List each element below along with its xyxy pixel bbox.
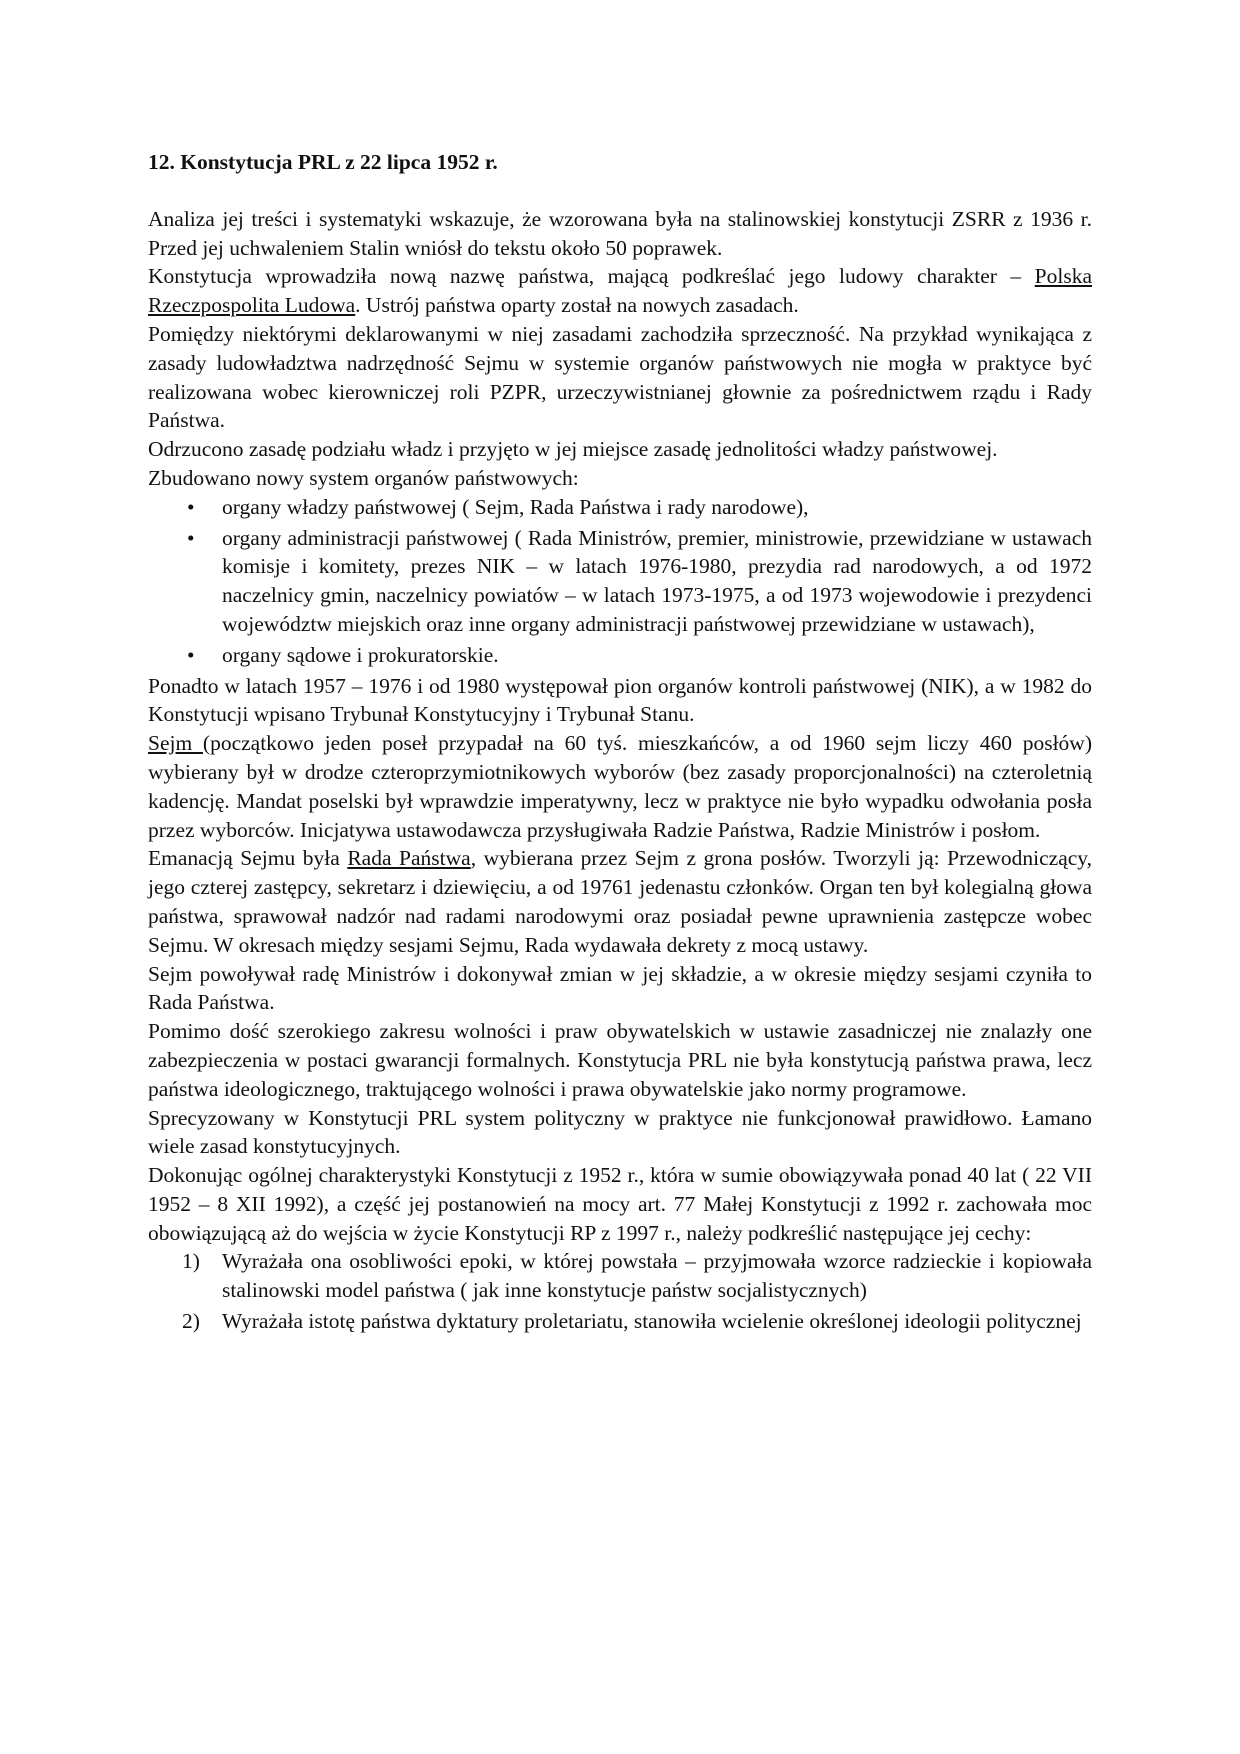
list-item [187,641,1092,670]
paragraph-sejm-text: (początkowo jeden poseł przypadał na 60 tyś. mieszkańców, a od 1960 sejm liczy 460 posłów) wybierany był w drodze czteroprzymiotnikowych wyborów (bez zasady proporcjonalności) na czteroletnią kadencję. Mandat poselski był wprawdzie imperatywny, lecz w praktyce nie było wypadku odwołania posła przez wyborców. Inicjatywa ustawodawcza przysługiwała Radzie Państwa, Radzie Ministrów i posłom. [148,731,1092,842]
paragraph-council-of-ministers: Sejm powoływał radę Ministrów i dokonywał zmian w jej składzie, a w okresie między sesjami czyniła to Rada Państwa. [148,961,1092,1015]
list-item-text: organy sądowe i prokuratorskie. [222,642,499,667]
paragraph-new-system: Zbudowano nowy system organów państwowych: [148,465,579,490]
paragraph-characteristics: Dokonując ogólnej charakterystyki Konstytucji z 1952 r., która w sumie obowiązywała ponad 40 lat ( 22 VII 1952 – 8 XII 1992), a część jej postanowień na mocy art. 77 Małej Konstytucji z 1992 r. zachowała moc obowiązującą aż do wejścia w życie Konstytucji RP z 1997 r., należy podkreślić następujące jej cechy: [148,1163,1092,1245]
document-page [148,148,1092,1338]
list-number: 1) [182,1249,200,1274]
paragraph-political-system: Sprecyzowany w Konstytucji PRL system polityczny w praktyce nie funkcjonował prawidłowo. Łamano wiele zasad konstytucyjnych. [148,1105,1092,1159]
bullet-icon: • [187,642,195,667]
link-polska-rzeczpospolita-ludowa[interactable]: Polska Rzeczpospolita Ludowa [148,264,1092,318]
paragraph-analysis: Analiza jej treści i systematyki wskazuje, że wzorowana była na stalinowskiej konstytucji ZSRR z 1936 r. Przed jej uchwaleniem Stalin wniósł do tekstu około 50 poprawek. [148,206,1092,260]
paragraph-contradiction: Pomiędzy niektórymi deklarowanymi w niej zasadami zachodziła sprzeczność. Na przykład wynikająca z zasady ludowładztwa nadrzędność Sejmu w systemie organów państwowych nie mogła w praktyce być realizowana wobec kierowniczej roli PZPR, urzeczywistnianej głownie za pośrednictwem rządu i Rady Państwa. [148,321,1092,433]
list-number: 2) [182,1309,200,1334]
paragraph-new-name [148,262,1092,320]
list-item-text: organy władzy państwowej ( Sejm, Rada Państwa i rady narodowe), [222,494,809,519]
bullet-icon: • [187,494,195,519]
document-title: 12. Konstytucja PRL z 22 lipca 1952 r. [148,150,498,174]
paragraph-nik: Ponadto w latach 1957 – 1976 i od 1980 występował pion organów kontroli państwowej (NIK), a w 1982 do Konstytucji wpisano Trybunał Konstytucyjny i Trybunał Stanu. [148,673,1092,727]
list-item-text: organy administracji państwowej ( Rada Ministrów, premier, ministrowie, przewidziane w ustawach komisje i komitety, prezes NIK – w latach 1976-1980, prezydia rad narodowych, a od 1972 naczelnicy gmin, naczelnicy powiatów – w latach 1973-1975, a od 1973 wojewodowie i prezydenci województw miejskich oraz inne organy administracji państwowej przewidziane w ustawach), [222,525,1092,636]
list-item [182,1247,1092,1305]
paragraph-rada-before: Emanacją Sejmu była [148,846,348,871]
paragraph-rada-after: , wybierana przez Sejm z grona posłów. Tworzyli ją: Przewodniczący, jego czterej zastępcy, sekretarz i dziewięciu, a od 19761 jedenastu członków. Organ ten był kolegialną głowa państwa, sprawował nadzór nad radami narodowymi oraz posiadał pewne uprawnienia zastępcze wobec Sejmu. W okresach między sesjami Sejmu, Rada wydawała dekrety z mocą ustawy. [148,846,1093,957]
list-item-text: Wyrażała istotę państwa dyktatury proletariatu, stanowiła wcielenie określonej ideologii politycznej [222,1309,1082,1334]
organs-list [148,493,1092,670]
link-rada-panstwa[interactable]: Rada Państwa [347,846,471,871]
paragraph-rada-panstwa [148,844,1092,959]
list-item [187,524,1092,639]
paragraph-new-name-before: Konstytucja wprowadziła nową nazwę państwa, mającą podkreślać jego ludowy charakter – [148,264,1035,289]
paragraph-separation-of-powers: Odrzucono zasadę podziału władz i przyjęto w jej miejsce zasadę jednolitości władzy państwowej. [148,437,998,462]
paragraph-civil-rights: Pomimo dość szerokiego zakresu wolności i praw obywatelskich w ustawie zasadniczej nie znalazły one zabezpieczenia w postaci gwarancji formalnych. Konstytucja PRL nie była konstytucją państwa prawa, lecz państwa ideologicznego, traktującego wolności i prawa obywatelskie jako normy programowe. [148,1019,1092,1101]
bullet-icon: • [187,525,195,550]
features-list [148,1247,1092,1335]
list-item-text: Wyrażała ona osobliwości epoki, w której powstała – przyjmowała wzorce radzieckie i kopiowała stalinowski model państwa ( jak inne konstytucje państw socjalistycznych) [222,1249,1092,1303]
list-item [182,1307,1092,1336]
paragraph-sejm [148,729,1092,844]
link-sejm[interactable]: Sejm [148,731,203,756]
paragraph-new-name-after: . Ustrój państwa oparty został na nowych zasadach. [355,293,799,318]
list-item [187,493,1092,522]
